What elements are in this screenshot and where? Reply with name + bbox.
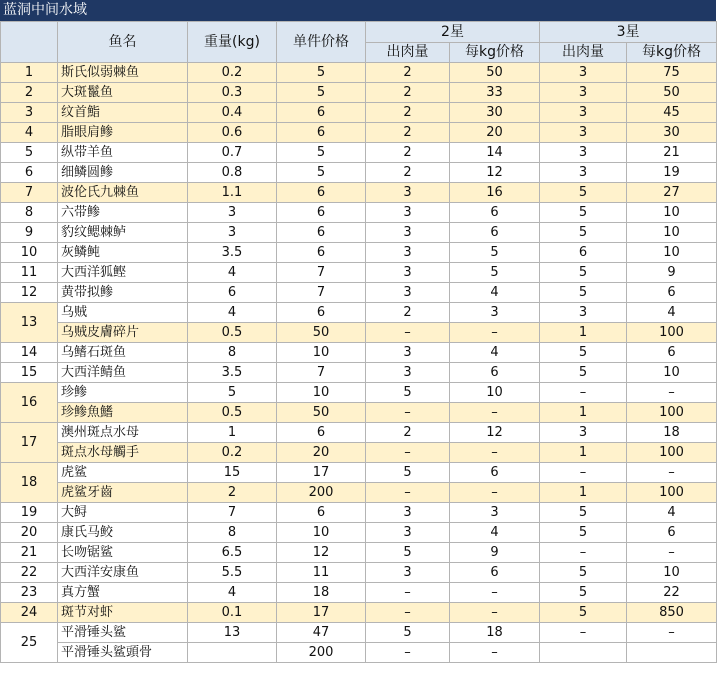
star3-yield-cell: 3: [540, 63, 627, 83]
fish-name-cell: 大西洋鲭鱼: [58, 363, 188, 383]
star2-yield-cell: 3: [366, 523, 450, 543]
fish-name-cell: 大西洋安康鱼: [58, 563, 188, 583]
star2-per-kg-cell: –: [450, 583, 540, 603]
fish-name-cell: 纹首鮨: [58, 103, 188, 123]
star2-per-kg-cell: –: [450, 603, 540, 623]
star3-per-kg-cell: 21: [627, 143, 717, 163]
fish-name-cell: 波伦氏九棘鱼: [58, 183, 188, 203]
weight-cell: 0.3: [188, 83, 277, 103]
star3-yield-cell: 3: [540, 83, 627, 103]
star2-per-kg-cell: 3: [450, 503, 540, 523]
table-row: [1, 363, 717, 383]
price-cell: 6: [277, 423, 366, 443]
weight-cell: 4: [188, 303, 277, 323]
price-cell: 6: [277, 203, 366, 223]
star2-yield-cell: 2: [366, 103, 450, 123]
weight-cell: 8: [188, 343, 277, 363]
header-weight: 重量(kg): [188, 22, 277, 63]
weight-cell: 13: [188, 623, 277, 643]
fish-name-cell: 黄带拟鲹: [58, 283, 188, 303]
star3-per-kg-cell: 30: [627, 123, 717, 143]
row-index-cell: 20: [1, 523, 58, 543]
weight-cell: 0.1: [188, 603, 277, 623]
star2-per-kg-cell: –: [450, 323, 540, 343]
header-index: [1, 22, 58, 63]
fish-name-cell: 纵带羊鱼: [58, 143, 188, 163]
star3-yield-cell: –: [540, 383, 627, 403]
star2-per-kg-cell: 20: [450, 123, 540, 143]
price-cell: 7: [277, 263, 366, 283]
star2-yield-cell: –: [366, 323, 450, 343]
price-cell: 200: [277, 643, 366, 663]
star2-yield-cell: 3: [366, 503, 450, 523]
price-cell: 200: [277, 483, 366, 503]
table-row: [1, 483, 717, 503]
star2-per-kg-cell: 6: [450, 203, 540, 223]
row-index-cell: 16: [1, 383, 58, 423]
fish-name-cell: 康氏马鲛: [58, 523, 188, 543]
table-row: [1, 443, 717, 463]
row-index-cell: 11: [1, 263, 58, 283]
star2-per-kg-cell: 4: [450, 523, 540, 543]
star3-per-kg-cell: 75: [627, 63, 717, 83]
star2-yield-cell: 2: [366, 143, 450, 163]
star2-yield-cell: 2: [366, 163, 450, 183]
price-cell: 18: [277, 583, 366, 603]
row-index-cell: 19: [1, 503, 58, 523]
header-star2-per-kg: 每kg价格: [450, 43, 540, 63]
table-row: [1, 523, 717, 543]
row-index-cell: 2: [1, 83, 58, 103]
star3-per-kg-cell: 10: [627, 563, 717, 583]
star2-per-kg-cell: 6: [450, 223, 540, 243]
row-index-cell: 14: [1, 343, 58, 363]
star2-per-kg-cell: –: [450, 483, 540, 503]
table-row: [1, 463, 717, 483]
star2-yield-cell: 3: [366, 283, 450, 303]
price-cell: 5: [277, 163, 366, 183]
star3-per-kg-cell: 9: [627, 263, 717, 283]
fish-name-cell: 乌贼皮膚碎片: [58, 323, 188, 343]
star2-yield-cell: 5: [366, 623, 450, 643]
price-cell: 6: [277, 223, 366, 243]
table-row: [1, 343, 717, 363]
star2-yield-cell: 5: [366, 463, 450, 483]
table-body: [1, 63, 717, 663]
fish-name-cell: 斑节对虾: [58, 603, 188, 623]
price-cell: 7: [277, 283, 366, 303]
row-index-cell: 1: [1, 63, 58, 83]
star2-per-kg-cell: 9: [450, 543, 540, 563]
star2-yield-cell: 3: [366, 343, 450, 363]
weight-cell: 0.5: [188, 323, 277, 343]
table-row: [1, 543, 717, 563]
row-index-cell: 6: [1, 163, 58, 183]
star3-yield-cell: 1: [540, 483, 627, 503]
star2-per-kg-cell: 10: [450, 383, 540, 403]
star2-per-kg-cell: 18: [450, 623, 540, 643]
price-cell: 20: [277, 443, 366, 463]
star3-per-kg-cell: 100: [627, 403, 717, 423]
table-row: [1, 243, 717, 263]
row-index-cell: 9: [1, 223, 58, 243]
fish-name-cell: 六带鲹: [58, 203, 188, 223]
weight-cell: 3.5: [188, 243, 277, 263]
star3-yield-cell: 5: [540, 263, 627, 283]
price-cell: 12: [277, 543, 366, 563]
price-cell: 6: [277, 503, 366, 523]
sheet-title: 蓝洞中间水域: [0, 0, 716, 21]
star2-yield-cell: 5: [366, 383, 450, 403]
star2-per-kg-cell: 6: [450, 463, 540, 483]
row-index-cell: 24: [1, 603, 58, 623]
row-index-cell: 13: [1, 303, 58, 343]
table-row: [1, 623, 717, 643]
fish-name-cell: 真方蟹: [58, 583, 188, 603]
star3-yield-cell: 3: [540, 303, 627, 323]
weight-cell: 1.1: [188, 183, 277, 203]
weight-cell: 0.7: [188, 143, 277, 163]
row-index-cell: 7: [1, 183, 58, 203]
star2-yield-cell: –: [366, 443, 450, 463]
star3-yield-cell: 5: [540, 283, 627, 303]
star2-yield-cell: 3: [366, 363, 450, 383]
fish-name-cell: 大鲟: [58, 503, 188, 523]
star2-per-kg-cell: 33: [450, 83, 540, 103]
fish-name-cell: 豹纹鳃棘鲈: [58, 223, 188, 243]
star2-yield-cell: 3: [366, 223, 450, 243]
star3-per-kg-cell: 50: [627, 83, 717, 103]
star3-yield-cell: 5: [540, 523, 627, 543]
table-row: [1, 203, 717, 223]
star3-yield-cell: 3: [540, 163, 627, 183]
star2-per-kg-cell: 12: [450, 163, 540, 183]
weight-cell: 2: [188, 483, 277, 503]
fish-name-cell: 平滑锤头鲨頭骨: [58, 643, 188, 663]
fish-name-cell: 大西洋狐鲣: [58, 263, 188, 283]
table-row: [1, 643, 717, 663]
header-price: 单件价格: [277, 22, 366, 63]
star2-yield-cell: 3: [366, 563, 450, 583]
row-index-cell: 25: [1, 623, 58, 663]
price-cell: 17: [277, 463, 366, 483]
row-index-cell: 4: [1, 123, 58, 143]
price-cell: 6: [277, 183, 366, 203]
fish-name-cell: 乌鳍石斑鱼: [58, 343, 188, 363]
table-row: [1, 143, 717, 163]
star3-per-kg-cell: –: [627, 383, 717, 403]
star2-per-kg-cell: 12: [450, 423, 540, 443]
weight-cell: 3.5: [188, 363, 277, 383]
star3-yield-cell: 5: [540, 183, 627, 203]
star3-per-kg-cell: 10: [627, 363, 717, 383]
row-index-cell: 15: [1, 363, 58, 383]
weight-cell: 4: [188, 263, 277, 283]
row-index-cell: 8: [1, 203, 58, 223]
table-row: [1, 583, 717, 603]
table-row: [1, 383, 717, 403]
price-cell: 10: [277, 343, 366, 363]
header-star2: 2星: [366, 22, 540, 43]
table-row: [1, 223, 717, 243]
star2-per-kg-cell: 6: [450, 563, 540, 583]
star3-yield-cell: 5: [540, 223, 627, 243]
table-row: [1, 603, 717, 623]
table-row: [1, 263, 717, 283]
fish-name-cell: 珍鲹: [58, 383, 188, 403]
star3-per-kg-cell: 27: [627, 183, 717, 203]
weight-cell: 0.4: [188, 103, 277, 123]
star3-yield-cell: [540, 643, 627, 663]
star3-per-kg-cell: 45: [627, 103, 717, 123]
price-cell: 17: [277, 603, 366, 623]
price-cell: 5: [277, 83, 366, 103]
star3-per-kg-cell: 18: [627, 423, 717, 443]
fish-name-cell: 珍鲹魚鰭: [58, 403, 188, 423]
table-row: [1, 423, 717, 443]
star3-per-kg-cell: 10: [627, 203, 717, 223]
table-row: [1, 63, 717, 83]
star3-yield-cell: 3: [540, 423, 627, 443]
star3-yield-cell: 5: [540, 363, 627, 383]
star2-yield-cell: –: [366, 403, 450, 423]
star3-per-kg-cell: 100: [627, 443, 717, 463]
star3-per-kg-cell: 100: [627, 483, 717, 503]
fish-name-cell: 澳州斑点水母: [58, 423, 188, 443]
weight-cell: 3: [188, 203, 277, 223]
star2-yield-cell: –: [366, 643, 450, 663]
star3-yield-cell: 1: [540, 323, 627, 343]
star2-yield-cell: 3: [366, 263, 450, 283]
price-cell: 11: [277, 563, 366, 583]
star3-per-kg-cell: 6: [627, 343, 717, 363]
star2-per-kg-cell: 30: [450, 103, 540, 123]
row-index-cell: 10: [1, 243, 58, 263]
star3-yield-cell: 5: [540, 203, 627, 223]
star2-per-kg-cell: 6: [450, 363, 540, 383]
star3-yield-cell: 1: [540, 403, 627, 423]
star3-per-kg-cell: 6: [627, 283, 717, 303]
star3-per-kg-cell: 19: [627, 163, 717, 183]
star3-yield-cell: 5: [540, 503, 627, 523]
fish-name-cell: 平滑锤头鲨: [58, 623, 188, 643]
price-cell: 10: [277, 383, 366, 403]
star2-per-kg-cell: –: [450, 443, 540, 463]
star2-yield-cell: 2: [366, 423, 450, 443]
price-cell: 50: [277, 323, 366, 343]
weight-cell: 8: [188, 523, 277, 543]
star3-per-kg-cell: 10: [627, 243, 717, 263]
price-cell: 7: [277, 363, 366, 383]
table-row: [1, 183, 717, 203]
price-cell: 5: [277, 63, 366, 83]
row-index-cell: 12: [1, 283, 58, 303]
star3-yield-cell: 3: [540, 143, 627, 163]
weight-cell: 0.5: [188, 403, 277, 423]
weight-cell: 4: [188, 583, 277, 603]
weight-cell: 0.8: [188, 163, 277, 183]
star2-yield-cell: 2: [366, 303, 450, 323]
weight-cell: 15: [188, 463, 277, 483]
fish-name-cell: 虎鲨牙齒: [58, 483, 188, 503]
star2-per-kg-cell: 4: [450, 343, 540, 363]
table-row: [1, 303, 717, 323]
table-row: [1, 563, 717, 583]
star3-per-kg-cell: 6: [627, 523, 717, 543]
star2-yield-cell: –: [366, 583, 450, 603]
table-row: [1, 83, 717, 103]
star2-per-kg-cell: 5: [450, 243, 540, 263]
weight-cell: 1: [188, 423, 277, 443]
star3-yield-cell: 1: [540, 443, 627, 463]
weight-cell: 6: [188, 283, 277, 303]
header-star3: 3星: [540, 22, 717, 43]
star2-yield-cell: 3: [366, 183, 450, 203]
star3-yield-cell: 5: [540, 583, 627, 603]
star2-yield-cell: 5: [366, 543, 450, 563]
star2-per-kg-cell: 16: [450, 183, 540, 203]
header-star3-per-kg: 每kg价格: [627, 43, 717, 63]
weight-cell: 3: [188, 223, 277, 243]
fish-name-cell: 细鳞圆鲹: [58, 163, 188, 183]
row-index-cell: 18: [1, 463, 58, 503]
fish-name-cell: 脂眼肩鲹: [58, 123, 188, 143]
fish-name-cell: 长吻锯鲨: [58, 543, 188, 563]
price-cell: 50: [277, 403, 366, 423]
fish-name-cell: 斑点水母觸手: [58, 443, 188, 463]
star3-per-kg-cell: 100: [627, 323, 717, 343]
weight-cell: 5: [188, 383, 277, 403]
table-row: [1, 323, 717, 343]
weight-cell: 0.2: [188, 63, 277, 83]
header-name: 鱼名: [58, 22, 188, 63]
price-cell: 6: [277, 243, 366, 263]
star2-per-kg-cell: 50: [450, 63, 540, 83]
star2-yield-cell: 2: [366, 123, 450, 143]
star3-per-kg-cell: –: [627, 623, 717, 643]
table-row: [1, 163, 717, 183]
star2-yield-cell: –: [366, 483, 450, 503]
price-cell: 10: [277, 523, 366, 543]
star2-yield-cell: 2: [366, 63, 450, 83]
star3-yield-cell: 5: [540, 343, 627, 363]
star3-yield-cell: 6: [540, 243, 627, 263]
price-cell: 6: [277, 123, 366, 143]
weight-cell: 0.6: [188, 123, 277, 143]
fish-name-cell: 虎鲨: [58, 463, 188, 483]
star3-per-kg-cell: [627, 643, 717, 663]
row-index-cell: 22: [1, 563, 58, 583]
price-cell: 47: [277, 623, 366, 643]
star3-per-kg-cell: 10: [627, 223, 717, 243]
star3-yield-cell: –: [540, 463, 627, 483]
weight-cell: [188, 643, 277, 663]
star3-yield-cell: 3: [540, 103, 627, 123]
header-star3-yield: 出肉量: [540, 43, 627, 63]
row-index-cell: 3: [1, 103, 58, 123]
row-index-cell: 5: [1, 143, 58, 163]
star2-per-kg-cell: 14: [450, 143, 540, 163]
star2-yield-cell: –: [366, 603, 450, 623]
star3-per-kg-cell: 22: [627, 583, 717, 603]
fish-name-cell: 灰鳞鲀: [58, 243, 188, 263]
row-index-cell: 17: [1, 423, 58, 463]
star2-per-kg-cell: –: [450, 643, 540, 663]
star2-yield-cell: 2: [366, 83, 450, 103]
fish-table: [0, 21, 717, 663]
star2-per-kg-cell: –: [450, 403, 540, 423]
star3-yield-cell: –: [540, 543, 627, 563]
table-row: [1, 283, 717, 303]
star3-yield-cell: 5: [540, 603, 627, 623]
star2-per-kg-cell: 3: [450, 303, 540, 323]
table-row: [1, 123, 717, 143]
header-star2-yield: 出肉量: [366, 43, 450, 63]
fish-name-cell: 斯氏似弱棘鱼: [58, 63, 188, 83]
weight-cell: 0.2: [188, 443, 277, 463]
table-row: [1, 103, 717, 123]
star3-per-kg-cell: –: [627, 543, 717, 563]
price-cell: 6: [277, 103, 366, 123]
star3-per-kg-cell: –: [627, 463, 717, 483]
star3-per-kg-cell: 4: [627, 303, 717, 323]
fish-name-cell: 乌贼: [58, 303, 188, 323]
price-cell: 5: [277, 143, 366, 163]
row-index-cell: 21: [1, 543, 58, 563]
weight-cell: 7: [188, 503, 277, 523]
row-index-cell: 23: [1, 583, 58, 603]
table-row: [1, 403, 717, 423]
weight-cell: 6.5: [188, 543, 277, 563]
fish-name-cell: 大斑鬣鱼: [58, 83, 188, 103]
star2-per-kg-cell: 4: [450, 283, 540, 303]
star2-per-kg-cell: 5: [450, 263, 540, 283]
weight-cell: 5.5: [188, 563, 277, 583]
star3-yield-cell: 3: [540, 123, 627, 143]
star3-per-kg-cell: 850: [627, 603, 717, 623]
star3-yield-cell: –: [540, 623, 627, 643]
star2-yield-cell: 3: [366, 203, 450, 223]
price-cell: 6: [277, 303, 366, 323]
star2-yield-cell: 3: [366, 243, 450, 263]
star3-yield-cell: 5: [540, 563, 627, 583]
table-row: [1, 503, 717, 523]
star3-per-kg-cell: 4: [627, 503, 717, 523]
